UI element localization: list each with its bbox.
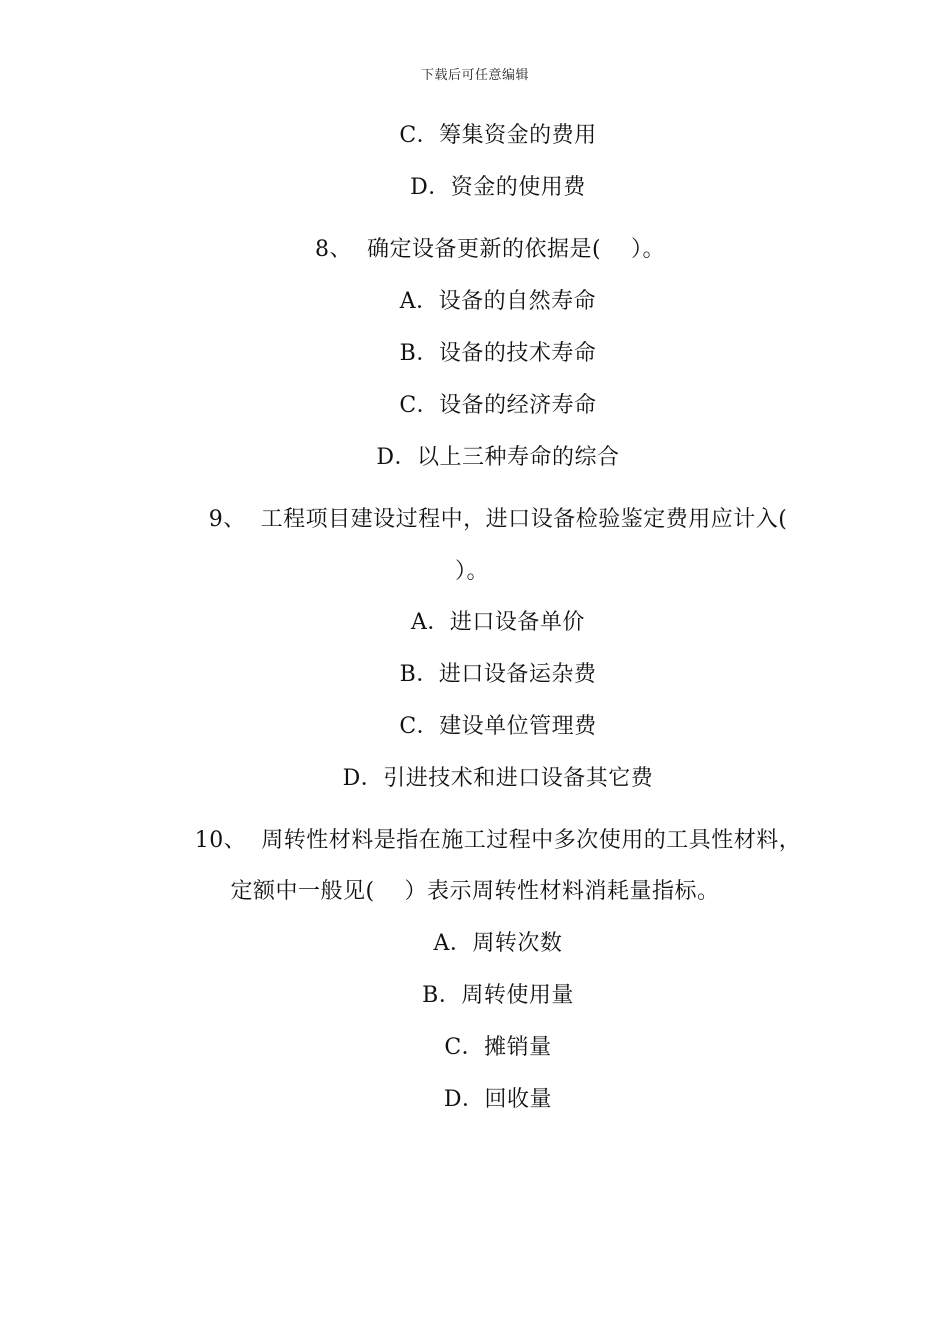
q8-stem: 8、 确定设备更新的依据是( ）。: [314, 237, 666, 262]
q10-stem-line2: 定额中一般见( ）表示周转性材料消耗量指标。: [230, 879, 720, 904]
q10-option-d: D．回收量: [443, 1087, 553, 1112]
q8-option-c: C．设备的经济寿命: [399, 393, 597, 418]
q10-option-b: B．周转使用量: [422, 983, 574, 1008]
header-note: 下载后可任意编辑: [420, 68, 529, 83]
q7-option-c: C．筹集资金的费用: [399, 123, 597, 148]
q8-option-d: D．以上三种寿命的综合: [376, 445, 620, 470]
q9-option-a: A．进口设备单价: [411, 610, 585, 635]
q9-stem-line1: 9、 工程项目建设过程中，进口设备检验鉴定费用应计入(: [208, 507, 788, 532]
q9-option-c: C．建设单位管理费: [399, 714, 597, 739]
q8-option-b: B．设备的技术寿命: [399, 341, 597, 366]
q7-option-d: D．资金的使用费: [410, 175, 586, 200]
q9-stem-line2: ）。: [454, 559, 489, 584]
q9-option-b: B．进口设备运杂费: [399, 662, 597, 687]
q10-option-c: C．摊销量: [444, 1035, 552, 1060]
q9-option-d: D．引进技术和进口设备其它费: [342, 766, 654, 791]
q10-option-a: A．周转次数: [433, 931, 563, 956]
q10-stem-line1: 10、 周转性材料是指在施工过程中多次使用的工具性材料，: [194, 828, 802, 853]
q8-option-a: A．设备的自然寿命: [399, 289, 597, 314]
